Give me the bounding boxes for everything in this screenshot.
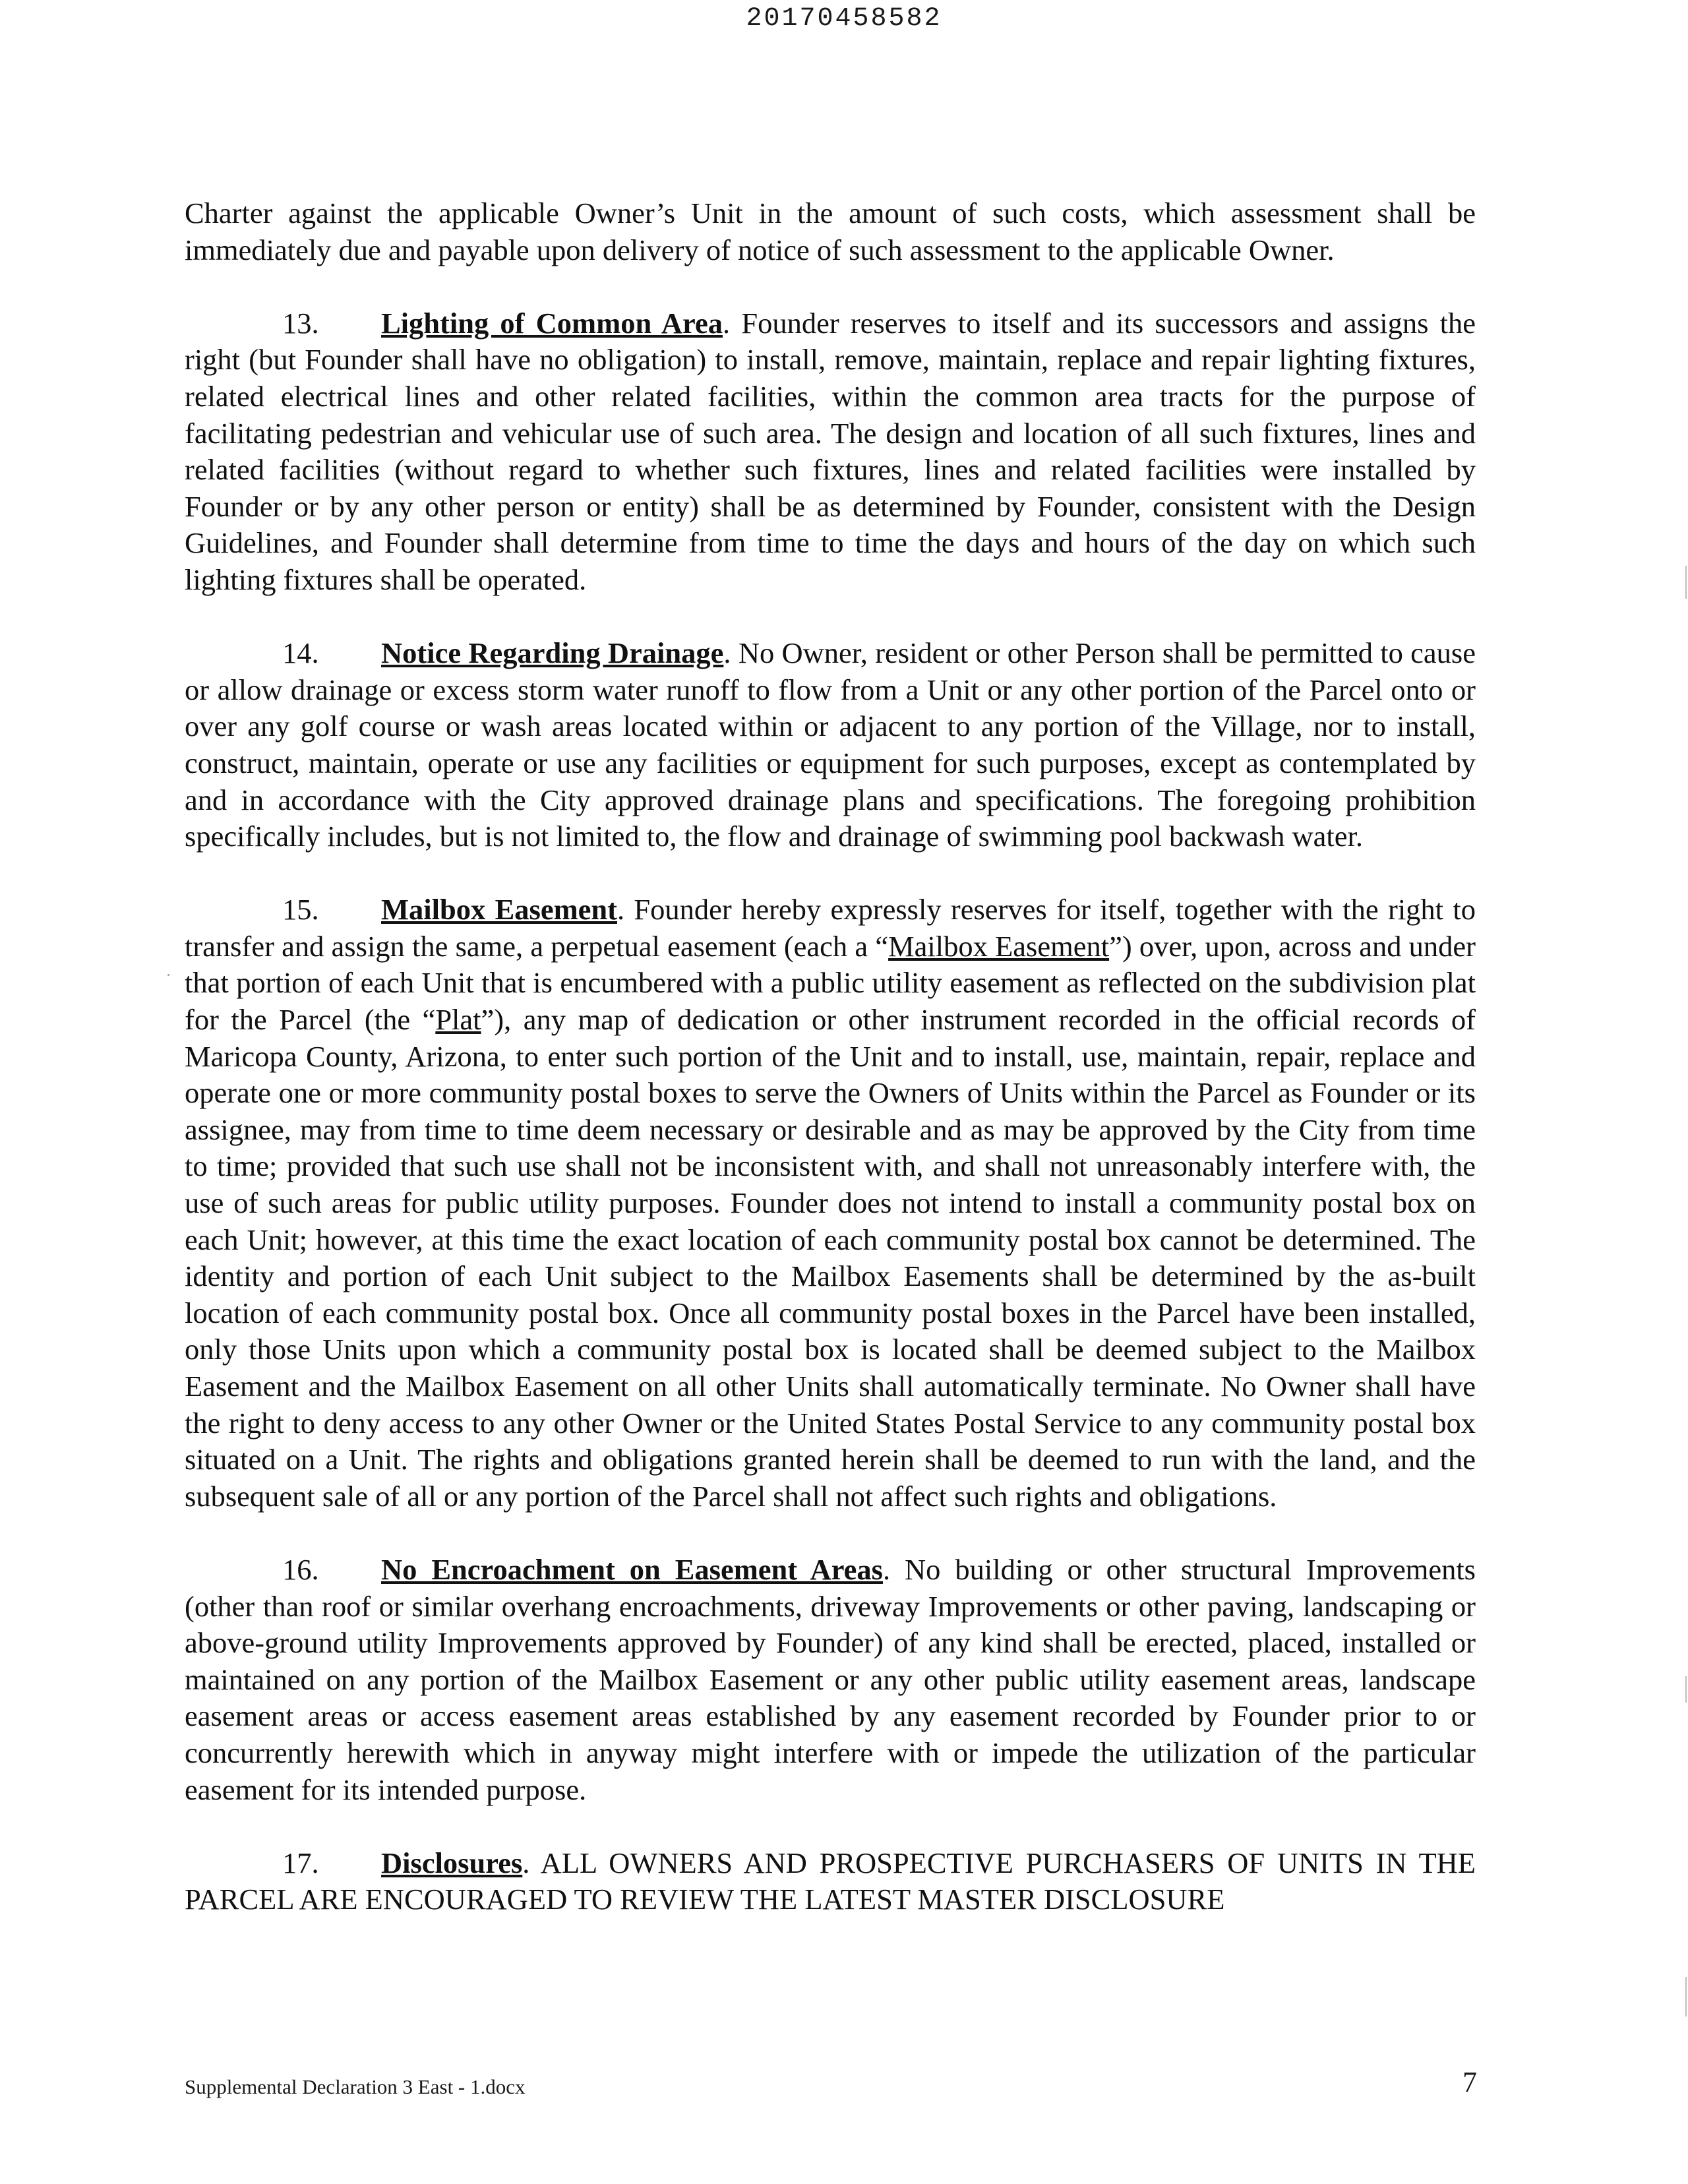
section-text: . Founder hereby expressly reserves for itself, together with the right to transfer and assign the same, a perpetual easement (each a “ [185,893,1476,963]
section-heading: Lighting of Common Area [381,306,723,340]
section-17-disclosures [185,1845,1476,1918]
section-13-lighting [185,305,1476,599]
recording-number: 20170458582 [746,4,942,34]
document-body [185,195,1476,1955]
section-heading: No Encroachment on Easement Areas [381,1552,883,1586]
section-number: 14. [282,636,319,670]
section-text: . No building or other structural Improvements (other than roof or similar overhang encroachments, driveway Improvements or other paving, landscaping or above-ground utility Improvements approved by Founder) of any kind shall be erected, placed, installed or maintained on any portion of the Mailbox Easement or any other public utility easement areas, landscape easement areas or access easement areas established by any easement recorded by Founder prior to or concurrently herewith which in anyway might interfere with or impede the utilization of the particular easement for its intended purpose. [185,1552,1476,1806]
footer-filename: Supplemental Declaration 3 East - 1.docx [185,2075,526,2098]
section-16-no-encroachment [185,1552,1476,1808]
scan-edge-mark [1685,566,1687,599]
paragraph-continuation [185,195,1476,268]
section-heading: Disclosures [381,1846,523,1879]
defined-term-mailbox-easement: Mailbox Easement [888,929,1110,963]
scan-edge-mark [1685,1977,1687,2017]
defined-term-plat: Plat [435,1003,481,1037]
section-15-mailbox-easement [185,892,1476,1515]
section-number: 17. [282,1846,319,1879]
section-number: 13. [282,306,319,340]
section-number: 15. [282,893,319,926]
section-number: 16. [282,1552,319,1586]
section-heading: Notice Regarding Drainage [381,636,724,670]
section-14-drainage [185,635,1476,855]
section-text: ”) over, upon, across and under that portion of each Unit that is encumbered with a public utility easement as reflected on the subdivision plat for the Parcel (the “ [185,929,1476,1037]
paragraph-text: Charter against the applicable Owner’s Unit in the amount of such costs, which assessment shall be immediately due and payable upon delivery of notice of such assessment to the applicable Owner. [185,197,1476,266]
section-text: . ALL OWNERS AND PROSPECTIVE PURCHASERS OF UNITS IN THE PARCEL ARE ENCOURAGED TO REVIEW THE LATEST MASTER DISCLOSURE [185,1846,1476,1916]
scan-speck [167,974,169,976]
section-heading: Mailbox Easement [381,893,617,926]
scan-edge-mark [1685,1676,1687,1703]
section-text: . No Owner, resident or other Person shall be permitted to cause or allow drainage or excess storm water runoff to flow from a Unit or any other portion of the Parcel onto or over any golf course or wash areas located within or adjacent to any portion of the Village, nor to install, construct, maintain, operate or use any facilities or equipment for such purposes, except as contemplated by and in accordance with the City approved drainage plans and specifications. The foregoing prohibition specifically includes, but is not limited to, the flow and drainage of swimming pool backwash water. [185,636,1476,853]
page-number: 7 [1462,2066,1477,2098]
section-text: ”), any map of dedication or other instrument recorded in the official records of Maricopa County, Arizona, to enter such portion of the Unit and to install, use, maintain, repair, replace and operate one or more community postal boxes to serve the Owners of Units within the Parcel as Founder or its assignee, may from time to time deem necessary or desirable and as may be approved by the City from time to time; provided that such use shall not be inconsistent with, and shall not unreasonably interfere with, the use of such areas for public utility purposes. Founder does not intend to install a community postal box on each Unit; however, at this time the exact location of each community postal box cannot be determined. The identity and portion of each Unit subject to the Mailbox Easements shall be determined by the as-built location of each community postal box. Once all community postal boxes in the Parcel have been installed, only those Units upon which a community postal box is located shall be deemed subject to the Mailbox Easement and the Mailbox Easement on all other Units shall automatically terminate. No Owner shall have the right to deny access to any other Owner or the United States Postal Service to any community postal box situated on a Unit. The rights and obligations granted herein shall be deemed to run with the land, and the subsequent sale of all or any portion of the Parcel shall not affect such rights and obligations. [185,1003,1476,1513]
section-text: . Founder reserves to itself and its successors and assigns the right (but Founder shall have no obligation) to install, remove, maintain, replace and repair lighting fixtures, related electrical lines and other related facilities, within the common area tracts for the purpose of facilitating pedestrian and vehicular use of such area. The design and location of all such fixtures, lines and related facilities (without regard to whether such fixtures, lines and related facilities were installed by Founder or by any other person or entity) shall be as determined by Founder, consistent with the Design Guidelines, and Founder shall determine from time to time the days and hours of the day on which such lighting fixtures shall be operated. [185,306,1476,596]
